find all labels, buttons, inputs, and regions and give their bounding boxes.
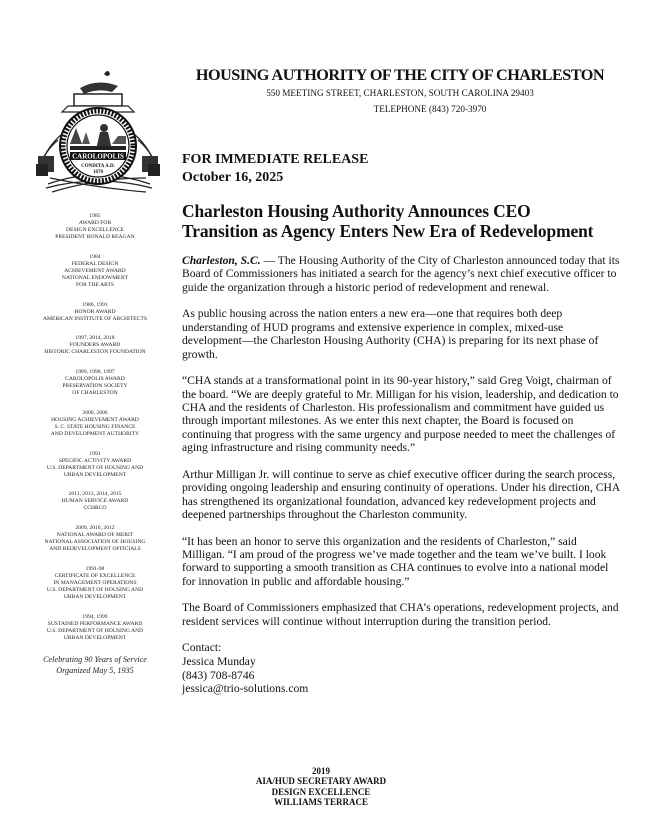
award-year: 2011, 2013, 2014, 2015 [68, 491, 122, 498]
award-year: 1986, 1991 [82, 301, 108, 308]
award-line: ACHIEVEMENT AWARD [64, 267, 126, 274]
award-line: FOR THE ARTS [75, 282, 115, 289]
footer-award-line: WILLIAMS TERRACE [273, 797, 369, 808]
award-entry [20, 614, 170, 642]
award-line: IN MANAGEMENT OPERATIONS [53, 579, 137, 586]
awards-sidebar [20, 213, 170, 676]
award-line: SUSTAINED PERFORMANCE AWARD [47, 620, 143, 627]
paragraph-1-text: — The Housing Authority of the City of Charleston announced today that its Board of Commissioners has initiated a search for the agency’s next chief executive officer to guide the organization through a historic period of redevelopment and renewal. [182, 254, 620, 294]
headline-line-2: Transition as Agency Enters New Era of Redevelopment [182, 221, 594, 241]
anniversary-motto [20, 654, 170, 676]
release-date: October 16, 2025 [182, 170, 284, 185]
award-line: FOUNDERS AWARD [69, 342, 121, 349]
award-entry [20, 335, 170, 356]
paragraph-6: The Board of Commissioners emphasized that CHA’s operations, redevelopment projects, and resident services will continue without interruption during the transition period. [182, 601, 619, 628]
svg-text:CAROLOPOLIS: CAROLOPOLIS [72, 152, 124, 161]
award-entry [20, 302, 170, 323]
award-line: FEDERAL DESIGN [71, 260, 119, 267]
award-line: HUMAN SERVICE AWARD [61, 498, 129, 505]
svg-text:1670: 1670 [93, 170, 103, 175]
footer-award-year: 2019 [312, 766, 330, 776]
contact-email[interactable]: jessica@trio-solutions.com [182, 682, 309, 696]
award-line: SPECIFIC ACTIVITY AWARD [58, 457, 132, 464]
award-year: 1994, 1999 [82, 613, 108, 620]
award-line: U.S. DEPARTMENT OF HOUSING AND [46, 464, 144, 471]
award-line: CAROLOPOLIS AWARD [65, 376, 125, 383]
organization-address: 550 MEETING STREET, CHARLESTON, SOUTH CAROLINA 29403 [266, 88, 534, 98]
award-line: URBAN DEVELOPMENT [63, 471, 127, 478]
award-line: OF CHARLESTON [72, 390, 118, 397]
paragraph-3: “CHA stands at a transformational point in its 90-year history,” said Greg Voigt, chairman of the board. “We are deeply grateful to Mr. Milligan for his vision, leadership, and dedication to CHA and the residents of Charleston. His professionalism and commitment have guided us through important milestones. As we enter this next chapter, the Board is focused on continuing that progress with the same urgency and purpose needed to meet the challenges of aging infrastructure and rising community needs.” [182, 374, 619, 455]
award-line: NATIONAL ENDOWMENT [61, 275, 129, 282]
award-year: 1984 [89, 253, 101, 260]
paragraph-1 [182, 254, 622, 294]
headline-line-1: Charleston Housing Authority Announces CEO [182, 201, 531, 221]
footer-award-line: DESIGN EXCELLENCE [271, 786, 371, 797]
award-year: 2000, 2006 [82, 409, 108, 416]
award-line: URBAN DEVELOPMENT [63, 634, 127, 641]
award-line: S. C. STATE HOUSING FINANCE [54, 423, 136, 430]
paragraph-2: As public housing across the nation enters a new era—one that requires both deep understanding of HUD programs and extensive experience in complex, mixed-use development—the Charleston Housing Authority (CHA) is preparing for its next phase of growth. [182, 307, 599, 361]
svg-text:CONDITA A.D.: CONDITA A.D. [81, 164, 115, 169]
award-entry [20, 491, 170, 512]
award-line: CERTIFICATE OF EXCELLENCE [54, 572, 136, 579]
award-line: DESIGN EXCELLENCE [66, 227, 124, 234]
award-line: NATIONAL AWARD OF MERIT [56, 532, 134, 539]
award-year: 1989, 1990, 1997 [75, 368, 115, 375]
release-header [182, 151, 368, 187]
award-line: PRESIDENT RONALD REAGAN [55, 234, 135, 241]
contact-name: Jessica Munday [182, 655, 256, 669]
footer-award [176, 766, 466, 808]
motto-line: Celebrating 90 Years of Service [43, 655, 147, 665]
contact-block [182, 641, 622, 695]
contact-label: Contact: [182, 641, 222, 655]
award-line: HOUSING ACHIEVEMENT AWARD [51, 416, 139, 423]
award-entry [20, 566, 170, 601]
award-line: URBAN DEVELOPMENT [63, 594, 127, 601]
organization-telephone: TELEPHONE (843) 720-3970 [373, 104, 487, 114]
award-entry [20, 525, 170, 553]
headline [182, 201, 593, 241]
paragraph-5: “It has been an honor to serve this organization and the residents of Charleston,” said Milligan. “I am proud of the progress we’ve made together and the team we’ve built. I look forward to supporting a smooth transition as CHA continues to evolve into a national model for innovation in public and affordable housing.” [182, 534, 609, 588]
organization-name: HOUSING AUTHORITY OF THE CITY OF CHARLESTON [195, 66, 605, 84]
award-year: 1991-98 [85, 565, 105, 572]
award-entry [20, 451, 170, 479]
dateline: Charleston, S.C. [182, 254, 261, 267]
award-line: HISTORIC CHARLESTON FOUNDATION [44, 349, 146, 356]
award-line: U.S. DEPARTMENT OF HOUSING AND [46, 586, 144, 593]
award-line: AND REDEVELOPMENT OFFICIALS [49, 546, 141, 553]
award-line: NATIONAL ASSOCIATION OF HOUSING [44, 539, 146, 546]
city-seal-icon [28, 66, 168, 202]
award-entry [20, 254, 170, 289]
contact-phone: (843) 708-8746 [182, 668, 255, 682]
motto-line: Organized May 5, 1935 [56, 666, 134, 676]
award-line: AWARD FOR [78, 220, 112, 227]
award-entry [20, 369, 170, 397]
paragraph-4: Arthur Milligan Jr. will continue to serve as chief executive officer during the search process, providing ongoing leadership and ensuring continuity of operations. Under his direction, CHA has strengthened its organizational foundation, advanced key redevelopment projects and deepened partnerships throughout the Charleston community. [182, 467, 620, 522]
award-line: PRESERVATION SOCIETY [62, 383, 128, 390]
award-year: 1985 [89, 213, 101, 219]
award-line: CCHRCO [83, 505, 107, 512]
award-entry [20, 213, 170, 241]
award-line: HONOR AWARD [74, 308, 116, 315]
award-entry [20, 410, 170, 438]
award-line: U.S. DEPARTMENT OF HOUSING AND [46, 627, 144, 634]
award-line: AND DEVELOPMENT AUTHORITY [50, 431, 140, 438]
award-year: 1991 [89, 450, 101, 457]
award-line: AMERICAN INSTITUTE OF ARCHITECTS [43, 315, 147, 322]
release-label: FOR IMMEDIATE RELEASE [182, 152, 369, 167]
award-year: 2009, 2010, 2012 [75, 524, 115, 531]
award-year: 1997, 2014, 2018 [75, 335, 115, 342]
press-release-body [182, 254, 622, 696]
footer-award-line: AIA/HUD SECRETARY AWARD [255, 776, 387, 787]
